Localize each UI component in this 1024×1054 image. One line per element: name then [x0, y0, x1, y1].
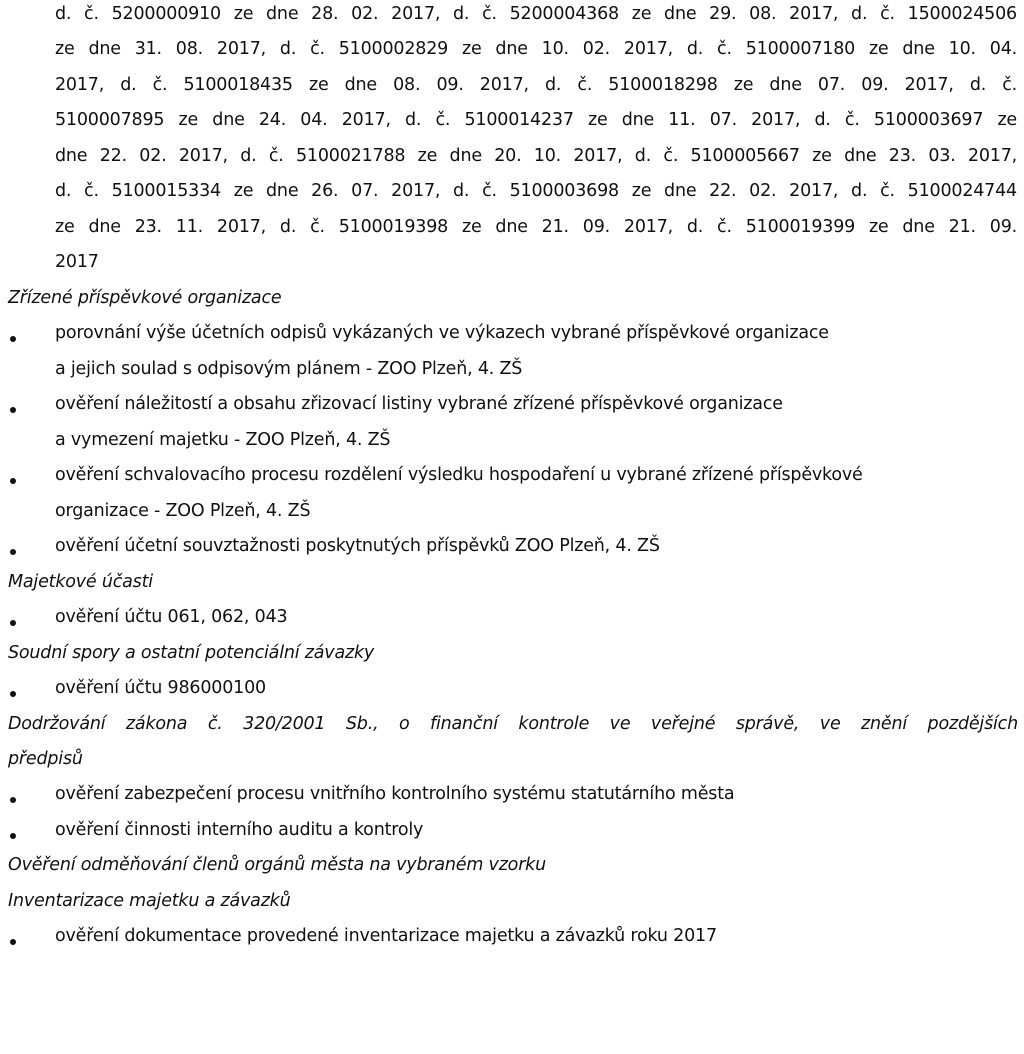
- intro-line-3: 2017, d. č. 5100018435 ze dne 08. 09. 2017, d. č. 5100018298 ze dne 07. 09. 2017, d. č.: [55, 75, 1017, 95]
- prispevkove-item-1-line-2: a jejich soulad s odpisovým plánem - ZOO Plzeň, 4. ZŠ: [55, 359, 523, 379]
- bullet-icon: [10, 407, 16, 413]
- inventarizace-item-1: ověření dokumentace provedené inventarizace majetku a závazků roku 2017: [55, 926, 717, 946]
- bullet-icon: [10, 691, 16, 697]
- prispevkove-item-2-line-2: a vymezení majetku - ZOO Plzeň, 4. ZŠ: [55, 430, 391, 450]
- intro-line-5: dne 22. 02. 2017, d. č. 5100021788 ze dne 20. 10. 2017, d. č. 5100005667 ze dne 23. 03. 2017,: [55, 146, 1017, 166]
- section-heading-spory: Soudní spory a ostatní potenciální závazky: [8, 643, 375, 663]
- section-heading-odmenovani: Ověření odměňování členů orgánů města na vybraném vzorku: [8, 855, 547, 875]
- kontrola-item-2: ověření činnosti interního auditu a kontroly: [55, 820, 424, 840]
- bullet-icon: [10, 833, 16, 839]
- bullet-icon: [10, 939, 16, 945]
- intro-line-1: d. č. 5200000910 ze dne 28. 02. 2017, d. č. 5200004368 ze dne 29. 08. 2017, d. č. 1500024506: [55, 4, 1017, 24]
- intro-line-8: 2017: [55, 252, 99, 272]
- bullet-icon: [10, 549, 16, 555]
- intro-line-4: 5100007895 ze dne 24. 04. 2017, d. č. 5100014237 ze dne 11. 07. 2017, d. č. 5100003697 ze: [55, 110, 1017, 130]
- prispevkove-item-3-line-1: ověření schvalovacího procesu rozdělení výsledku hospodaření u vybrané zřízené příspěvkové: [55, 465, 863, 485]
- intro-line-7: ze dne 23. 11. 2017, d. č. 5100019398 ze dne 21. 09. 2017, d. č. 5100019399 ze dne 21. 09.: [55, 217, 1017, 237]
- section-heading-prispevkove: Zřízené příspěvkové organizace: [8, 288, 282, 308]
- prispevkove-item-3-line-2: organizace - ZOO Plzeň, 4. ZŠ: [55, 501, 311, 521]
- bullet-icon: [10, 478, 16, 484]
- prispevkove-item-2-line-1: ověření náležitostí a obsahu zřizovací listiny vybrané zřízené příspěvkové organizace: [55, 394, 783, 414]
- intro-line-6: d. č. 5100015334 ze dne 26. 07. 2017, d. č. 5100003698 ze dne 22. 02. 2017, d. č. 5100024744: [55, 181, 1017, 201]
- section-heading-kontrola-line-2: předpisů: [8, 749, 83, 769]
- prispevkove-item-1-line-1: porovnání výše účetních odpisů vykázaných ve výkazech vybrané příspěvkové organizace: [55, 323, 829, 343]
- prispevkove-item-4-line-1: ověření účetní souvztažnosti poskytnutých příspěvků ZOO Plzeň, 4. ZŠ: [55, 536, 660, 556]
- kontrola-item-1: ověření zabezpečení procesu vnitřního kontrolního systému statutárního města: [55, 784, 735, 804]
- majetkove-item-1: ověření účtu 061, 062, 043: [55, 607, 288, 627]
- section-heading-inventarizace: Inventarizace majetku a závazků: [8, 891, 291, 911]
- section-heading-majetkove: Majetkové účasti: [8, 572, 153, 592]
- intro-line-2: ze dne 31. 08. 2017, d. č. 5100002829 ze dne 10. 02. 2017, d. č. 5100007180 ze dne 10. 04.: [55, 39, 1017, 59]
- bullet-icon: [10, 797, 16, 803]
- spory-item-1: ověření účtu 986000100: [55, 678, 266, 698]
- section-heading-kontrola-line-1: Dodržování zákona č. 320/2001 Sb., o finanční kontrole ve veřejné správě, ve znění pozdějších: [8, 714, 1018, 734]
- bullet-icon: [10, 336, 16, 342]
- bullet-icon: [10, 620, 16, 626]
